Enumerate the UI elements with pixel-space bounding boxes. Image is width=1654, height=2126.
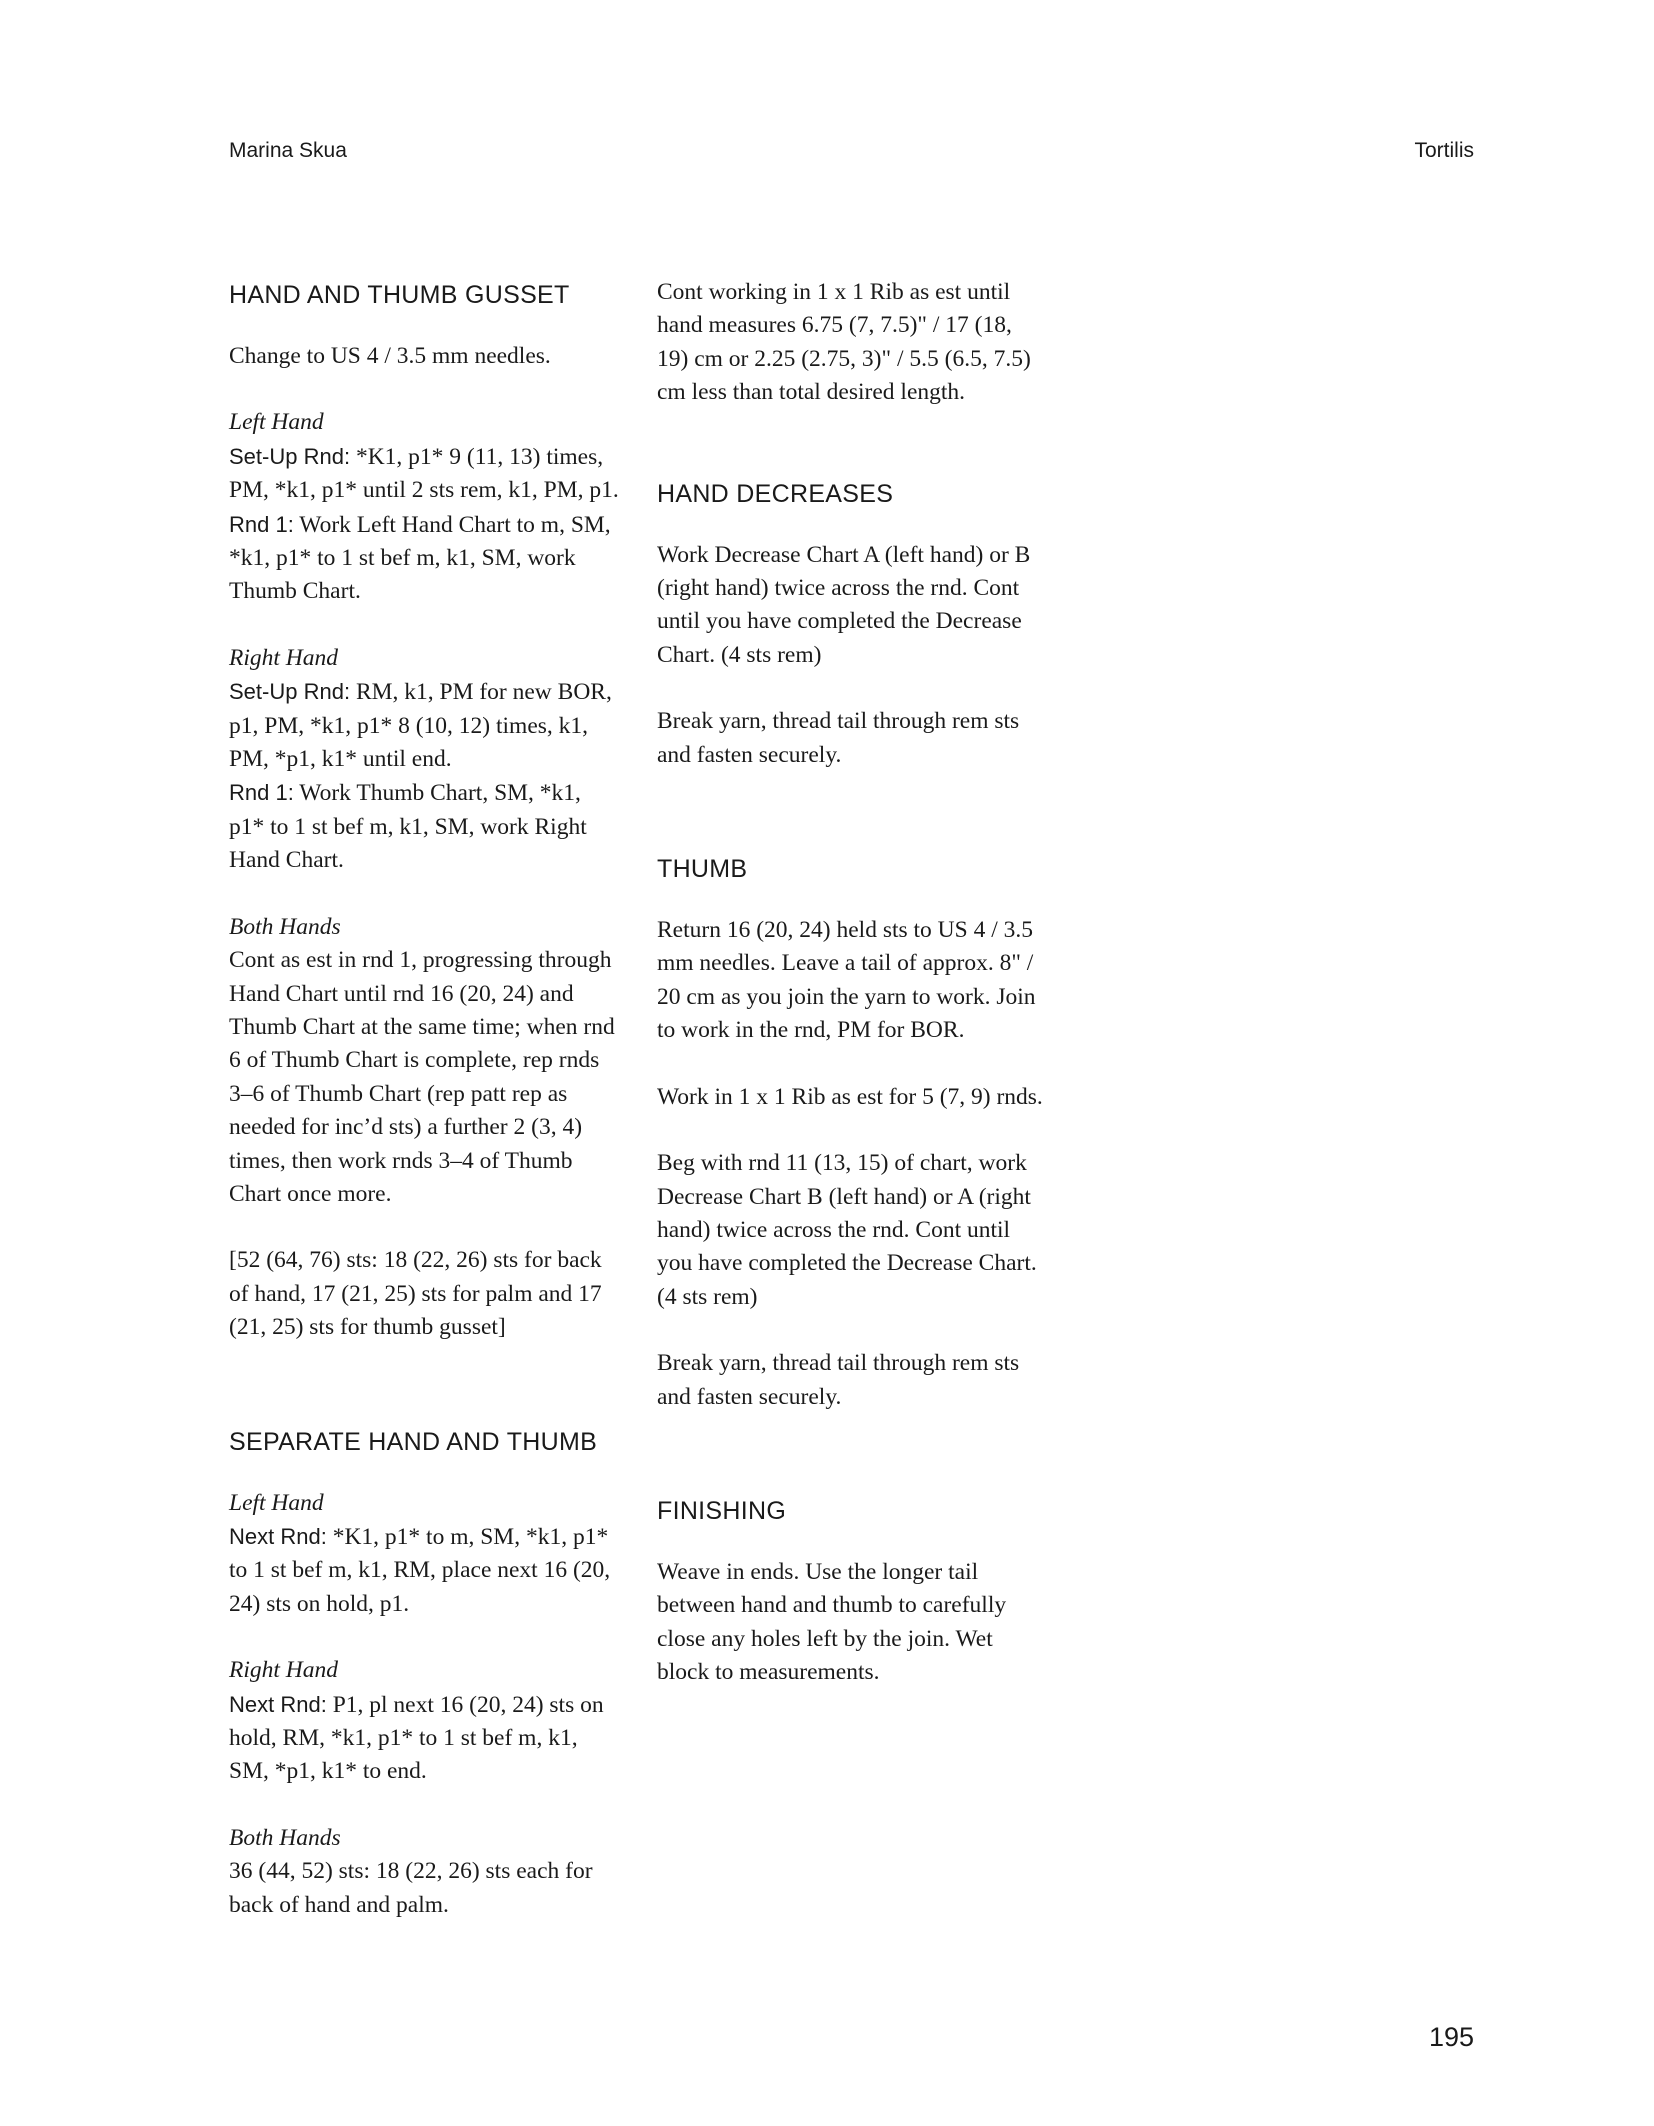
stitch-count-summary: [52 (64, 76) sts: 18 (22, 26) sts for back of hand, 17 (21, 25) sts for palm and 17 (21, 25) sts for thumb gusset]	[229, 1247, 602, 1341]
running-head-author: Marina Skua	[229, 139, 347, 162]
needle-change-instruction: Change to US 4 / 3.5 mm needles.	[229, 343, 551, 369]
next-round-label: Next Rnd:	[229, 1523, 327, 1549]
left-hand-separate-block	[229, 1487, 621, 1622]
finishing-paragraph: Weave in ends. Use the longer tail between hand and thumb to carefully close any holes left by the join. Wet block to measurements.	[657, 1558, 1007, 1686]
subheading-right-hand: Right Hand	[229, 1657, 339, 1684]
right-column	[657, 276, 1047, 1690]
both-hands-text: 36 (44, 52) sts: 18 (22, 26) sts each for back of hand and palm.	[229, 1858, 593, 1918]
thumb-break-yarn: Break yarn, thread tail through rem sts and fasten securely.	[657, 1350, 1020, 1410]
both-hands-separate-block	[229, 1822, 621, 1922]
round-1-text: Work Left Hand Chart to m, SM, *k1, p1* to 1 st bef m, k1, SM, work Thumb Chart.	[229, 511, 611, 605]
setup-round-label: Set-Up Rnd:	[229, 443, 351, 469]
round-1-text: Work Thumb Chart, SM, *k1, p1* to 1 st bef m, k1, SM, work Right Hand Chart.	[229, 780, 587, 874]
thumb-return-stitches: Return 16 (20, 24) held sts to US 4 / 3.5 mm needles. Leave a tail of approx. 8" / 20 cm as you join the yarn to work. Join to work in the rnd, PM for BOR.	[657, 917, 1036, 1044]
subheading-right-hand: Right Hand	[229, 644, 339, 671]
subheading-left-hand: Left Hand	[229, 1489, 324, 1516]
next-round-text: P1, pl next 16 (20, 24) sts on hold, RM, *k1, p1* to 1 st bef m, k1, SM, *p1, k1* to end.	[229, 1691, 604, 1785]
both-hands-text: Cont as est in rnd 1, progressing through Hand Chart until rnd 16 (20, 24) and Thumb Chart at the same time; when rnd 6 of Thumb Chart is complete, rep rnds 3–6 of Thumb Chart (rep patt rep as needed for inc’d sts) a further 2 (3, 4) times, then work rnds 3–4 of Thumb Chart once more.	[229, 947, 615, 1207]
hand-decreases-break-yarn: Break yarn, thread tail through rem sts and fasten securely.	[657, 708, 1020, 768]
right-hand-gusset-block	[229, 642, 621, 878]
round-1-label: Rnd 1:	[229, 511, 294, 537]
section-heading-hand-and-thumb-gusset: HAND AND THUMB GUSSET	[229, 281, 570, 309]
left-hand-gusset-block	[229, 406, 621, 608]
section-heading-hand-decreases: HAND DECREASES	[657, 479, 894, 508]
section-heading-separate-hand-and-thumb: SEPARATE HAND AND THUMB	[229, 1427, 598, 1456]
subheading-both-hands: Both Hands	[229, 1824, 341, 1851]
next-round-text: *K1, p1* to m, SM, *k1, p1* to 1 st bef m, k1, RM, place next 16 (20, 24) sts on hold, p1.	[229, 1523, 611, 1617]
setup-round-text: *K1, p1* 9 (11, 13) times, PM, *k1, p1* until 2 sts rem, k1, PM, p1.	[229, 443, 619, 504]
right-hand-separate-block	[229, 1654, 621, 1789]
both-hands-gusset-block	[229, 911, 621, 1212]
setup-round-text: RM, k1, PM for new BOR, p1, PM, *k1, p1* 8 (10, 12) times, k1, PM, *p1, k1* until end.	[229, 679, 612, 773]
running-head-title: Tortilis	[1414, 139, 1474, 162]
thumb-decrease-instruction: Beg with rnd 11 (13, 15) of chart, work Decrease Chart B (left hand) or A (right hand) twice across the rnd. Cont until you have completed the Decrease Chart. (4 sts rem)	[657, 1150, 1037, 1310]
section-heading-thumb: THUMB	[657, 855, 748, 884]
page-number: 195	[1428, 2022, 1474, 2052]
subheading-left-hand: Left Hand	[229, 409, 324, 436]
thumb-rib-instruction: Work in 1 x 1 Rib as est for 5 (7, 9) rnds.	[657, 1083, 1043, 1110]
setup-round-label: Set-Up Rnd:	[229, 679, 351, 705]
hand-decreases-paragraph: Work Decrease Chart A (left hand) or B (right hand) twice across the rnd. Cont until you have completed the Decrease Chart. (4 sts rem)	[657, 541, 1031, 668]
continue-rib-paragraph: Cont working in 1 x 1 Rib as est until hand measures 6.75 (7, 7.5)" / 17 (18, 19) cm or 2.25 (2.75, 3)" / 5.5 (6.5, 7.5) cm less than total desired length.	[657, 279, 1031, 406]
round-1-label: Rnd 1:	[229, 780, 294, 806]
left-column	[229, 276, 621, 1922]
section-heading-finishing: FINISHING	[657, 1496, 787, 1525]
subheading-both-hands: Both Hands	[229, 913, 341, 940]
next-round-label: Next Rnd:	[229, 1691, 327, 1717]
